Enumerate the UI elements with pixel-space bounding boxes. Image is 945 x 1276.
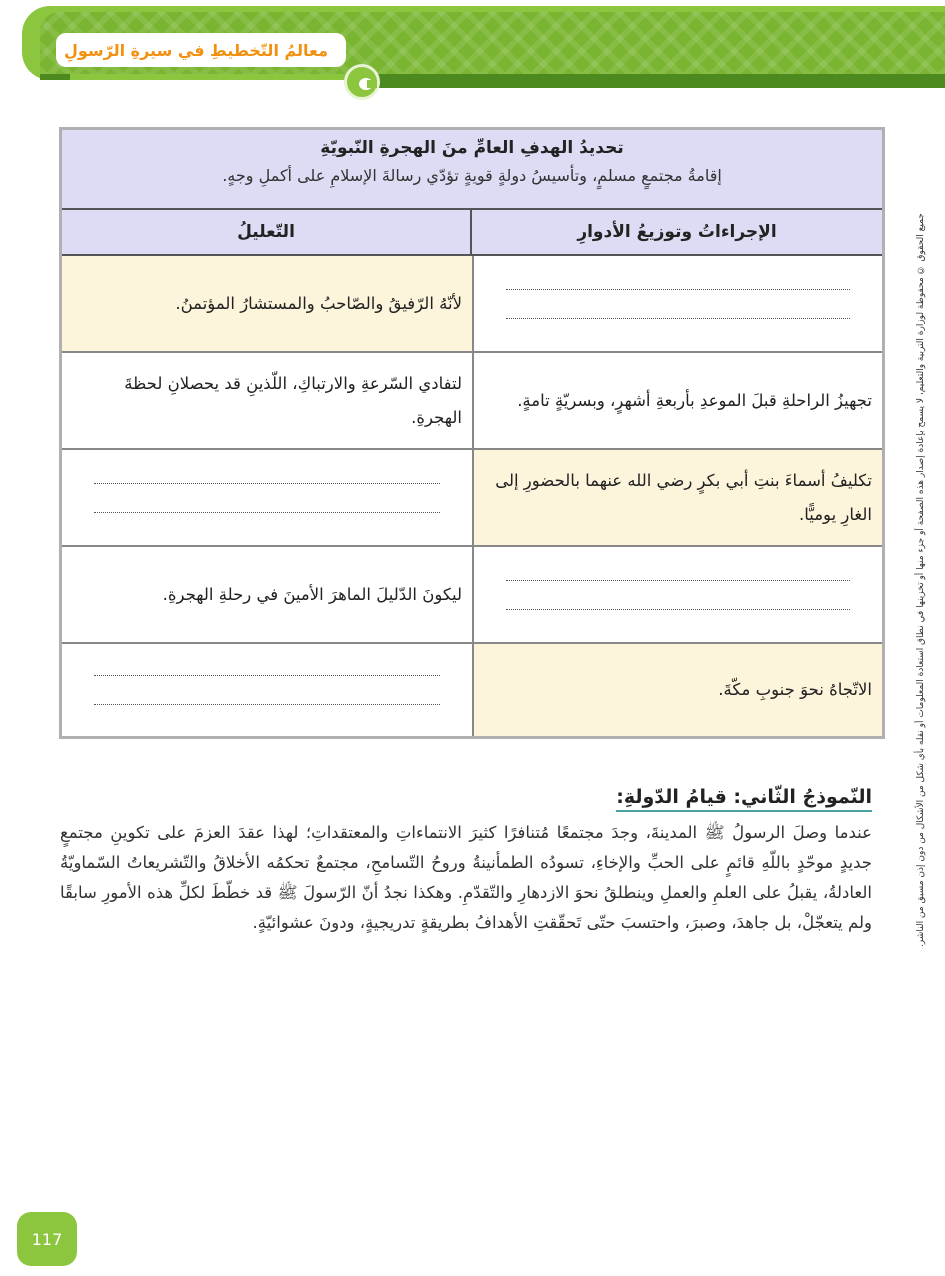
column-header-actions: الإجراءاتُ وتوزيعُ الأدوارِ <box>470 210 882 254</box>
goal-description: إقامةُ مجتمعٍ مسلمٍ، وتأسيسُ دولةٍ قويةٍ تؤدّي رسالةَ الإسلامِ على أكملِ وجهٍ. <box>222 166 722 185</box>
table-row <box>62 644 882 736</box>
section-title: النّموذجُ الثّاني: قيامُ الدّولةِ: <box>616 786 872 812</box>
action-answer-field[interactable] <box>472 547 882 642</box>
table-row <box>62 353 882 450</box>
reason-cell: ليكونَ الدّليلَ الماهرَ الأمينَ في رحلةِ الهجرةِ. <box>162 584 462 604</box>
table-row <box>62 547 882 644</box>
chapter-title-pill <box>56 33 346 67</box>
header-underline <box>355 74 945 88</box>
c-shape-icon <box>344 64 380 100</box>
table-row <box>62 450 882 547</box>
action-cell: تكليفُ أسماءَ بنتِ أبي بكرٍ رضي الله عنهما بالحضورِ إلى الغارِ يوميًّا. <box>472 450 882 545</box>
action-cell: تجهيزُ الراحلةِ قبلَ الموعدِ بأربعةِ أشهرٍ، وبسريّةٍ تامةٍ. <box>472 353 882 448</box>
reason-answer-field[interactable] <box>62 644 472 736</box>
action-answer-field[interactable] <box>472 256 882 351</box>
table-row <box>62 256 882 353</box>
page-number: 117 <box>17 1212 77 1266</box>
section-paragraph: عندما وصلَ الرسولُ ﷺ المدينةَ، وجدَ مجتمعًا مُتنافرًا كثيرَ الانتماءاتِ والمعتقداتِ؛ لهذا عقدَ العزمَ على تكوينِ مجتمعٍ جديدٍ موحّدٍ باللّهِ قائمٍ على الحبِّ والإخاءِ، تسودُه الطمأنينةُ وروحُ التّسامحِ، مجتمعٌ تحكمُه الأخلاقُ والتّشريعاتُ السّماويّةُ العادلةُ، يقبلُ على العلمِ والعملِ وينطلقُ نحوَ الازدهارِ والتّقدّمِ. وهكذا نجدُ أنّ الرّسولَ ﷺ قد خطّطَ لكلِّ هذه الأمورِ سابقًا ولم يتعجّلْ، بل جاهدَ، وصبرَ، واحتسبَ حتّى تَحقّقتِ الأهدافُ بطريقةٍ تدريجيةٍ، ودونَ عشوائيّةٍ. <box>60 823 872 932</box>
goal-title: تحديدُ الهدفِ العامِّ منَ الهجرةِ النّبويّةِ <box>320 138 624 158</box>
action-cell: الاتّجاهُ نحوَ جنوبِ مكّةَ. <box>472 644 882 736</box>
column-headers <box>62 210 882 256</box>
chapter-title: معالمُ التّخطيطِ في سيرةِ الرّسولِ <box>63 40 328 60</box>
goal-header <box>62 130 882 210</box>
reason-cell: لتفادي السّرعةِ والارتباكِ، اللّذينِ قد يحصلانِ لحظةَ الهجرةِ. <box>124 373 462 427</box>
reason-cell: لأنّهُ الرّفيقُ والصّاحبُ والمستشارُ المؤتمنُ. <box>62 256 472 351</box>
planning-table <box>59 127 885 739</box>
column-header-reason: التّعليلُ <box>237 222 295 242</box>
reason-answer-field[interactable] <box>62 450 472 545</box>
header-underline-left <box>40 74 70 80</box>
copyright-note: جميع الحقوق © محفوظة لوزارة التربية والتعليم، لا يسمح بإعادة إصدار هذه الصفحة أو جزء منها أو تخزينها في نطاق استعادة المعلومات أو نقله بأي شكل من الأشكال من دون إذن مسبق من الناشر. <box>916 213 926 947</box>
